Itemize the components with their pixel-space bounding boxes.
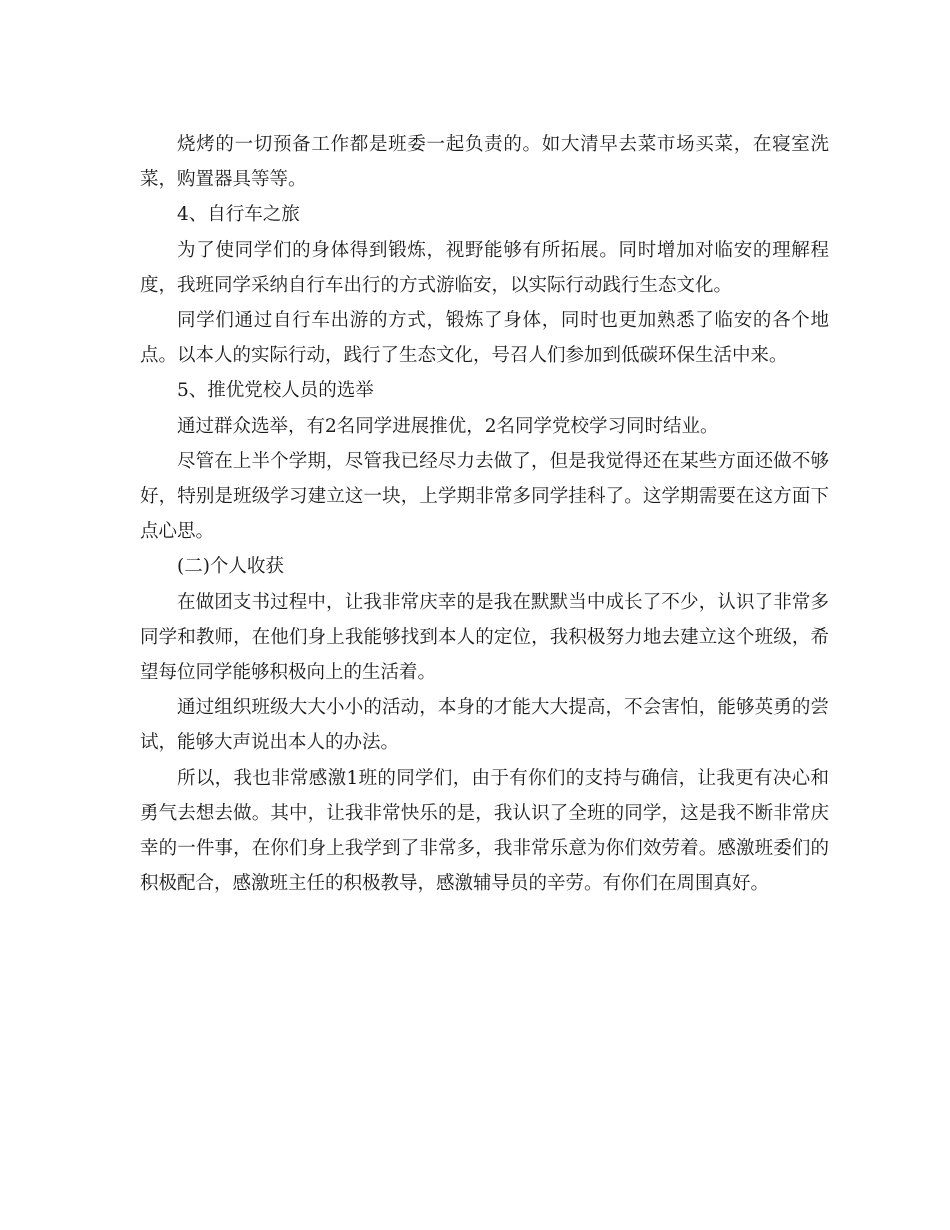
paragraph-abilities: 通过组织班级大大小小的活动，本身的才能大大提高，不会害怕，能够英勇的尝试，能够大声说出本人的办法。 bbox=[140, 697, 829, 754]
paragraph-shortcomings: 尽管在上半个学期，尽管我已经尽力去做了，但是我觉得还在某些方面还做不够好，特别是班级学习建立这一块，上学期非常多同学挂科了。这学期需要在这方面下点心思。 bbox=[140, 450, 829, 543]
paragraph-gratitude: 所以，我也非常感激1班的同学们，由于有你们的支持与确信，让我更有决心和勇气去想去做。其中，让我非常快乐的是，我认识了全班的同学，这是我不断非常庆幸的一件事，在你们身上我学到了非常多，我非常乐意为你们效劳着。感激班委们的积极配合，感激班主任的积极教导，感激辅导员的辛劳。有你们在周围真好。 bbox=[140, 767, 829, 895]
section-heading-bicycle-trip: 4、自行车之旅 bbox=[177, 204, 300, 226]
document-body bbox=[140, 127, 829, 901]
section-heading-party-school-election: 5、推优党校人员的选举 bbox=[177, 380, 374, 402]
section-heading-personal-gains: (二)个人收获 bbox=[177, 556, 284, 578]
paragraph-barbecue-prep: 烧烤的一切预备工作都是班委一起负责的。如大清早去菜市场买菜，在寝室洗菜，购置器具等等。 bbox=[140, 134, 829, 191]
paragraph-election-result: 通过群众选举，有2名同学进展推优，2名同学党校学习同时结业。 bbox=[177, 415, 719, 437]
paragraph-bicycle-purpose: 为了使同学们的身体得到锻炼，视野能够有所拓展。同时增加对临安的理解程度，我班同学采纳自行车出行的方式游临安，以实际行动践行生态文化。 bbox=[140, 239, 829, 296]
paragraph-bicycle-outcome: 同学们通过自行车出游的方式，锻炼了身体，同时也更加熟悉了临安的各个地点。以本人的实际行动，践行了生态文化，号召人们参加到低碳环保生活中来。 bbox=[140, 310, 829, 367]
paragraph-growth: 在做团支书过程中，让我非常庆幸的是我在默默当中成长了不少，认识了非常多同学和教师，在他们身上我能够找到本人的定位，我积极努力地去建立这个班级，希望每位同学能够积极向上的生活着。 bbox=[140, 591, 829, 684]
